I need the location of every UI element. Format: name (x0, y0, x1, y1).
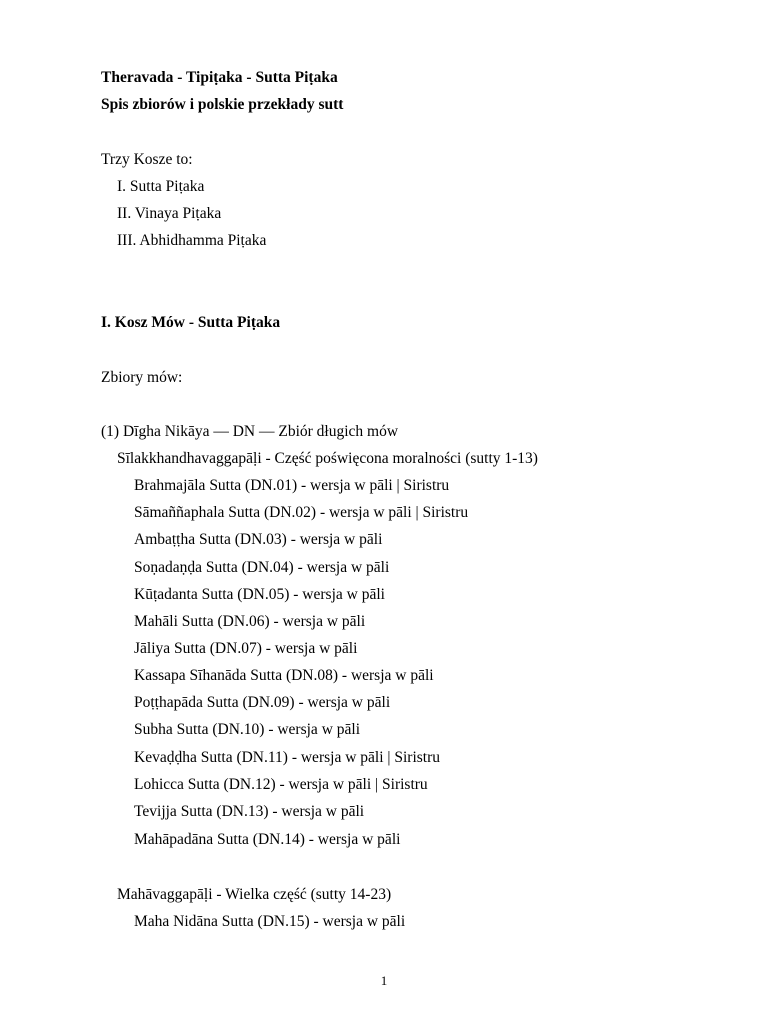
collections-label: Zbiory mów: (101, 369, 183, 386)
sutta-item: Subha Sutta (DN.10) - wersja w pāli (134, 721, 360, 738)
sutta-item: Lohicca Sutta (DN.12) - wersja w pāli | Siristru (134, 776, 428, 793)
basket-item: III. Abhidhamma Piṭaka (117, 232, 267, 249)
sutta-item: Mahāpadāna Sutta (DN.14) - wersja w pāli (134, 831, 401, 848)
nikaya-heading: (1) Dīgha Nikāya — DN — Zbiór długich mów (101, 423, 399, 440)
part-heading: Sīlakkhandhavaggapāḷi - Część poświęcona moralności (sutty 1-13) (117, 450, 538, 467)
sutta-item: Kūṭadanta Sutta (DN.05) - wersja w pāli (134, 586, 385, 603)
page-number: 1 (380, 973, 388, 988)
sutta-item: Mahāli Sutta (DN.06) - wersja w pāli (134, 613, 366, 630)
sutta-item: Kevaḍḍha Sutta (DN.11) - wersja w pāli | Siristru (134, 749, 441, 766)
section-heading: I. Kosz Mów - Sutta Piṭaka (101, 314, 281, 331)
document-subtitle: Spis zbiorów i polskie przekłady sutt (101, 96, 344, 113)
sutta-item: Ambaṭṭha Sutta (DN.03) - wersja w pāli (134, 531, 383, 548)
sutta-item: Soṇadaṇḍa Sutta (DN.04) - wersja w pāli (134, 559, 390, 576)
sutta-item: Tevijja Sutta (DN.13) - wersja w pāli (134, 803, 365, 820)
part-heading: Mahāvaggapāḷi - Wielka część (sutty 14-23) (117, 886, 392, 903)
sutta-item: Brahmajāla Sutta (DN.01) - wersja w pāli | Siristru (134, 477, 450, 494)
sutta-item: Maha Nidāna Sutta (DN.15) - wersja w pāli (134, 913, 406, 930)
sutta-item: Sāmaññaphala Sutta (DN.02) - wersja w pāli | Siristru (134, 504, 469, 521)
sutta-item: Poṭṭhapāda Sutta (DN.09) - wersja w pāli (134, 694, 391, 711)
basket-item: II. Vinaya Piṭaka (117, 205, 222, 222)
document-title: Theravada - Tipiṭaka - Sutta Piṭaka (101, 69, 338, 86)
baskets-intro: Trzy Kosze to: (101, 151, 193, 168)
basket-item: I. Sutta Piṭaka (117, 178, 205, 195)
sutta-item: Jāliya Sutta (DN.07) - wersja w pāli (134, 640, 358, 657)
sutta-item: Kassapa Sīhanāda Sutta (DN.08) - wersja w pāli (134, 667, 434, 684)
